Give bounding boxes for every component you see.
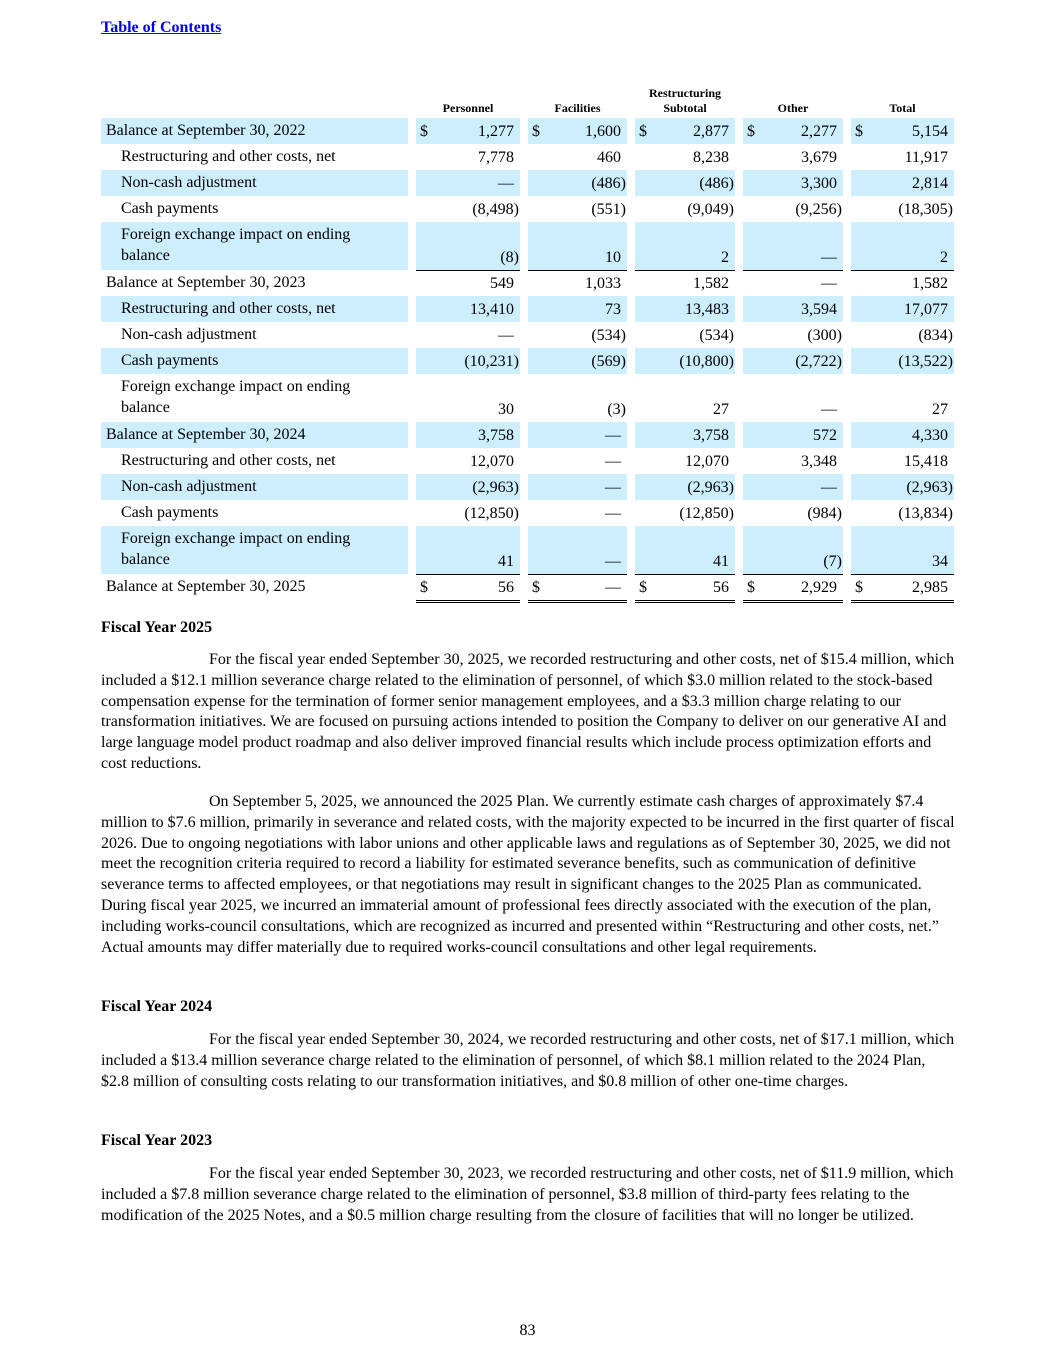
cell-total bbox=[851, 144, 954, 170]
cell-personnel bbox=[416, 574, 520, 603]
cell-value: 12,070 bbox=[470, 453, 514, 470]
cell-value: 2,985 bbox=[912, 579, 948, 596]
cell-other bbox=[743, 526, 843, 575]
cell-value: — bbox=[821, 401, 837, 418]
cell-subtotal bbox=[635, 348, 735, 374]
cell-value: (2,963) bbox=[472, 479, 519, 496]
cell-value: 41 bbox=[713, 553, 729, 570]
cell-total bbox=[851, 374, 954, 423]
cell-other bbox=[743, 196, 843, 222]
row-label: Cash payments bbox=[121, 504, 219, 521]
cell-value: 1,600 bbox=[585, 123, 621, 140]
row-label: Foreign exchange impact on ending balance bbox=[121, 530, 351, 568]
cell-value: (486) bbox=[699, 175, 734, 192]
cell-facilities bbox=[528, 222, 627, 271]
cell-value: 56 bbox=[498, 579, 514, 596]
table-row bbox=[101, 422, 954, 448]
cell-total bbox=[851, 222, 954, 271]
cell-other bbox=[743, 296, 843, 322]
table-row bbox=[101, 222, 954, 270]
cell-total bbox=[851, 500, 954, 526]
cell-value: (569) bbox=[591, 353, 626, 370]
column-header-total: Total bbox=[889, 101, 916, 115]
paragraph: For the fiscal year ended September 30, 2024, we recorded restructuring and other costs, net of $17.1 million, which included a $13.4 million severance charge related to the elimination of personnel, of which $8.1 million related to the 2024 Plan, $2.8 million of consulting costs relating to our transformation initiatives, and $0.8 million of other one-time charges. bbox=[101, 1031, 955, 1090]
cell-other bbox=[743, 118, 843, 144]
currency-symbol: $ bbox=[532, 579, 540, 596]
cell-total bbox=[851, 526, 954, 575]
table-row bbox=[101, 348, 954, 374]
cell-value: 1,277 bbox=[478, 123, 514, 140]
cell-value: (534) bbox=[699, 327, 734, 344]
cell-value: — bbox=[498, 327, 514, 344]
row-label: Non-cash adjustment bbox=[121, 174, 257, 191]
cell-subtotal bbox=[635, 422, 735, 448]
table-row bbox=[101, 170, 954, 196]
column-header-facilities: Facilities bbox=[554, 101, 601, 115]
cell-value: (2,963) bbox=[906, 479, 953, 496]
cell-value: (534) bbox=[591, 327, 626, 344]
currency-symbol: $ bbox=[855, 123, 863, 140]
cell-facilities bbox=[528, 144, 627, 170]
cell-facilities bbox=[528, 322, 627, 348]
cell-subtotal bbox=[635, 144, 735, 170]
cell-subtotal bbox=[635, 296, 735, 322]
cell-facilities bbox=[528, 118, 627, 144]
cell-other bbox=[743, 144, 843, 170]
row-label: Restructuring and other costs, net bbox=[121, 452, 336, 469]
currency-symbol: $ bbox=[639, 579, 647, 596]
cell-value: 27 bbox=[713, 401, 729, 418]
currency-symbol: $ bbox=[747, 579, 755, 596]
cell-value: 7,778 bbox=[478, 149, 514, 166]
cell-value: (9,256) bbox=[795, 201, 842, 218]
cell-value: 2,277 bbox=[801, 123, 837, 140]
column-header-other: Other bbox=[777, 101, 809, 115]
cell-value: 549 bbox=[490, 275, 514, 292]
cell-value: 13,410 bbox=[470, 301, 514, 318]
cell-value: 27 bbox=[932, 401, 948, 418]
cell-value: 13,483 bbox=[685, 301, 729, 318]
cell-facilities bbox=[528, 374, 627, 423]
cell-value: (551) bbox=[591, 201, 626, 218]
cell-other bbox=[743, 222, 843, 271]
column-header-personnel: Personnel bbox=[442, 101, 494, 115]
restructuring-reserve-table bbox=[101, 82, 954, 600]
paragraph: On September 5, 2025, we announced the 2025 Plan. We currently estimate cash charges of approximately $7.4 million to $7.6 million, primarily in severance and related costs, with the majority expected to be incurred in the first quarter of fiscal 2026. Due to ongoing negotiations with labor unions and other applicable laws and regulations as of September 30, 2025, we did not meet the recognition criteria required to record a liability for estimated severance benefits, such as communication of definitive severance terms to affected employees, or that negotiations may result in significant changes to the 2025 Plan as communicated. During fiscal year 2025, we incurred an immaterial amount of professional fees directly associated with the execution of the plan, including works-council consultations, which are recognized as incurred and presented within “Restructuring and other costs, net.” Actual amounts may differ materially due to required works-council consultations and other legal requirements. bbox=[101, 793, 955, 956]
table-row bbox=[101, 196, 954, 222]
cell-value: (3) bbox=[607, 401, 626, 418]
cell-facilities bbox=[528, 574, 627, 603]
cell-other bbox=[743, 170, 843, 196]
table-row bbox=[101, 574, 954, 600]
cell-value: 11,917 bbox=[904, 149, 948, 166]
cell-personnel bbox=[416, 348, 520, 374]
row-label: Foreign exchange impact on ending balance bbox=[121, 378, 351, 416]
cell-subtotal bbox=[635, 374, 735, 423]
cell-value: 41 bbox=[498, 553, 514, 570]
table-row bbox=[101, 322, 954, 348]
cell-value: (10,231) bbox=[464, 353, 519, 370]
cell-value: 8,238 bbox=[693, 149, 729, 166]
cell-personnel bbox=[416, 526, 520, 575]
cell-value: — bbox=[821, 275, 837, 292]
cell-facilities bbox=[528, 448, 627, 474]
cell-value: (12,850) bbox=[464, 505, 519, 522]
cell-total bbox=[851, 448, 954, 474]
cell-value: 3,758 bbox=[478, 427, 514, 444]
currency-symbol: $ bbox=[532, 123, 540, 140]
cell-personnel bbox=[416, 448, 520, 474]
cell-facilities bbox=[528, 296, 627, 322]
cell-total bbox=[851, 170, 954, 196]
currency-symbol: $ bbox=[420, 123, 428, 140]
row-label: Non-cash adjustment bbox=[121, 326, 257, 343]
cell-value: 2,929 bbox=[801, 579, 837, 596]
row-label: Cash payments bbox=[121, 352, 219, 369]
section-heading: Fiscal Year 2024 bbox=[101, 998, 213, 1015]
currency-symbol: $ bbox=[747, 123, 755, 140]
cell-subtotal bbox=[635, 118, 735, 144]
table-row bbox=[101, 270, 954, 296]
cell-other bbox=[743, 322, 843, 348]
cell-value: (300) bbox=[807, 327, 842, 344]
cell-personnel bbox=[416, 500, 520, 526]
cell-value: (12,850) bbox=[679, 505, 734, 522]
row-label: Balance at September 30, 2025 bbox=[106, 578, 306, 595]
row-label: Restructuring and other costs, net bbox=[121, 148, 336, 165]
table-row bbox=[101, 296, 954, 322]
table-of-contents-link[interactable]: Table of Contents bbox=[101, 19, 222, 36]
cell-total bbox=[851, 574, 954, 603]
cell-facilities bbox=[528, 526, 627, 575]
cell-value: 2 bbox=[721, 249, 729, 266]
cell-value: 34 bbox=[932, 553, 948, 570]
row-label: Balance at September 30, 2022 bbox=[106, 122, 306, 139]
cell-value: 5,154 bbox=[912, 123, 948, 140]
currency-symbol: $ bbox=[855, 579, 863, 596]
cell-other bbox=[743, 574, 843, 603]
cell-value: 3,300 bbox=[801, 175, 837, 192]
cell-value: — bbox=[605, 479, 621, 496]
cell-value: (984) bbox=[807, 505, 842, 522]
cell-total bbox=[851, 422, 954, 448]
table-row bbox=[101, 474, 954, 500]
cell-total bbox=[851, 296, 954, 322]
cell-subtotal bbox=[635, 170, 735, 196]
cell-value: 10 bbox=[605, 249, 621, 266]
cell-personnel bbox=[416, 374, 520, 423]
cell-personnel bbox=[416, 296, 520, 322]
row-label: Non-cash adjustment bbox=[121, 478, 257, 495]
cell-subtotal bbox=[635, 574, 735, 603]
cell-value: 1,582 bbox=[912, 275, 948, 292]
cell-value: 3,758 bbox=[693, 427, 729, 444]
cell-value: (8,498) bbox=[472, 201, 519, 218]
cell-value: (8) bbox=[500, 249, 519, 266]
cell-value: — bbox=[605, 427, 621, 444]
cell-personnel bbox=[416, 422, 520, 448]
cell-other bbox=[743, 422, 843, 448]
cell-other bbox=[743, 500, 843, 526]
cell-value: 15,418 bbox=[904, 453, 948, 470]
cell-total bbox=[851, 474, 954, 500]
cell-value: 17,077 bbox=[904, 301, 948, 318]
cell-other bbox=[743, 474, 843, 500]
cell-facilities bbox=[528, 196, 627, 222]
cell-value: (9,049) bbox=[687, 201, 734, 218]
cell-value: 12,070 bbox=[685, 453, 729, 470]
cell-value: (7) bbox=[823, 553, 842, 570]
cell-personnel bbox=[416, 474, 520, 500]
table-row bbox=[101, 144, 954, 170]
cell-value: (10,800) bbox=[679, 353, 734, 370]
cell-value: 1,033 bbox=[585, 275, 621, 292]
cell-total bbox=[851, 348, 954, 374]
section-heading: Fiscal Year 2025 bbox=[101, 619, 213, 636]
cell-value: 3,348 bbox=[801, 453, 837, 470]
cell-personnel bbox=[416, 196, 520, 222]
cell-value: — bbox=[605, 505, 621, 522]
cell-subtotal bbox=[635, 474, 735, 500]
table-header bbox=[101, 82, 954, 118]
cell-value: (13,522) bbox=[898, 353, 953, 370]
cell-value: (834) bbox=[918, 327, 953, 344]
cell-value: 2 bbox=[940, 249, 948, 266]
currency-symbol: $ bbox=[639, 123, 647, 140]
page-number: 83 bbox=[519, 1322, 536, 1339]
cell-value: — bbox=[498, 175, 514, 192]
cell-other bbox=[743, 348, 843, 374]
cell-value: 572 bbox=[813, 427, 837, 444]
cell-personnel bbox=[416, 270, 520, 296]
cell-value: 2,814 bbox=[912, 175, 948, 192]
cell-total bbox=[851, 322, 954, 348]
cell-value: 1,582 bbox=[693, 275, 729, 292]
cell-facilities bbox=[528, 270, 627, 296]
cell-total bbox=[851, 270, 954, 296]
row-label: Balance at September 30, 2024 bbox=[106, 426, 306, 443]
row-label: Balance at September 30, 2023 bbox=[106, 274, 306, 291]
cell-value: — bbox=[821, 479, 837, 496]
cell-personnel bbox=[416, 322, 520, 348]
paragraph: For the fiscal year ended September 30, 2025, we recorded restructuring and other costs, net of $15.4 million, which included a $12.1 million severance charge related to the elimination of personnel, of which $3.0 million related to the stock-based compensation expense for the termination of former senior management employees, and a $3.3 million charge relating to our transformation initiatives. We are focused on pursuing actions intended to position the Company to deliver on our generative AI and large language model product roadmap and also deliver improved financial results which include process optimization efforts and cost reductions. bbox=[101, 651, 955, 772]
cell-value: (13,834) bbox=[898, 505, 953, 522]
cell-value: 3,594 bbox=[801, 301, 837, 318]
cell-value: — bbox=[605, 453, 621, 470]
cell-value: (2,963) bbox=[687, 479, 734, 496]
cell-value: — bbox=[605, 553, 621, 570]
cell-facilities bbox=[528, 422, 627, 448]
cell-subtotal bbox=[635, 322, 735, 348]
row-label: Restructuring and other costs, net bbox=[121, 300, 336, 317]
cell-other bbox=[743, 270, 843, 296]
cell-subtotal bbox=[635, 196, 735, 222]
cell-personnel bbox=[416, 170, 520, 196]
cell-value: 56 bbox=[713, 579, 729, 596]
cell-facilities bbox=[528, 348, 627, 374]
cell-value: 30 bbox=[498, 401, 514, 418]
cell-personnel bbox=[416, 118, 520, 144]
cell-facilities bbox=[528, 170, 627, 196]
cell-total bbox=[851, 196, 954, 222]
cell-value: 3,679 bbox=[801, 149, 837, 166]
cell-value: 73 bbox=[605, 301, 621, 318]
cell-subtotal bbox=[635, 270, 735, 296]
section-heading: Fiscal Year 2023 bbox=[101, 1132, 213, 1149]
cell-value: 2,877 bbox=[693, 123, 729, 140]
cell-value: — bbox=[605, 579, 621, 596]
cell-other bbox=[743, 448, 843, 474]
cell-value: (486) bbox=[591, 175, 626, 192]
cell-value: (2,722) bbox=[795, 353, 842, 370]
cell-value: 460 bbox=[597, 149, 621, 166]
cell-subtotal bbox=[635, 526, 735, 575]
cell-total bbox=[851, 118, 954, 144]
cell-facilities bbox=[528, 500, 627, 526]
cell-subtotal bbox=[635, 500, 735, 526]
paragraph: For the fiscal year ended September 30, 2023, we recorded restructuring and other costs, net of $11.9 million, which included a $7.8 million severance charge related to the elimination of personnel, $3.8 million of third-party fees relating to the modification of the 2025 Notes, and a $0.5 million charge resulting from the closure of facilities that will no longer be utilized. bbox=[101, 1165, 954, 1224]
table-row bbox=[101, 526, 954, 574]
cell-value: 4,330 bbox=[912, 427, 948, 444]
row-label: Cash payments bbox=[121, 200, 219, 217]
cell-value: — bbox=[821, 249, 837, 266]
cell-subtotal bbox=[635, 222, 735, 271]
table-row bbox=[101, 448, 954, 474]
table-row bbox=[101, 374, 954, 422]
cell-personnel bbox=[416, 144, 520, 170]
currency-symbol: $ bbox=[420, 579, 428, 596]
cell-value: (18,305) bbox=[898, 201, 953, 218]
table-row bbox=[101, 118, 954, 144]
row-label: Foreign exchange impact on ending balance bbox=[121, 226, 351, 264]
cell-personnel bbox=[416, 222, 520, 271]
cell-facilities bbox=[528, 474, 627, 500]
table-row bbox=[101, 500, 954, 526]
cell-subtotal bbox=[635, 448, 735, 474]
column-header-subtotal: Restructuring Subtotal bbox=[649, 86, 721, 115]
cell-other bbox=[743, 374, 843, 423]
